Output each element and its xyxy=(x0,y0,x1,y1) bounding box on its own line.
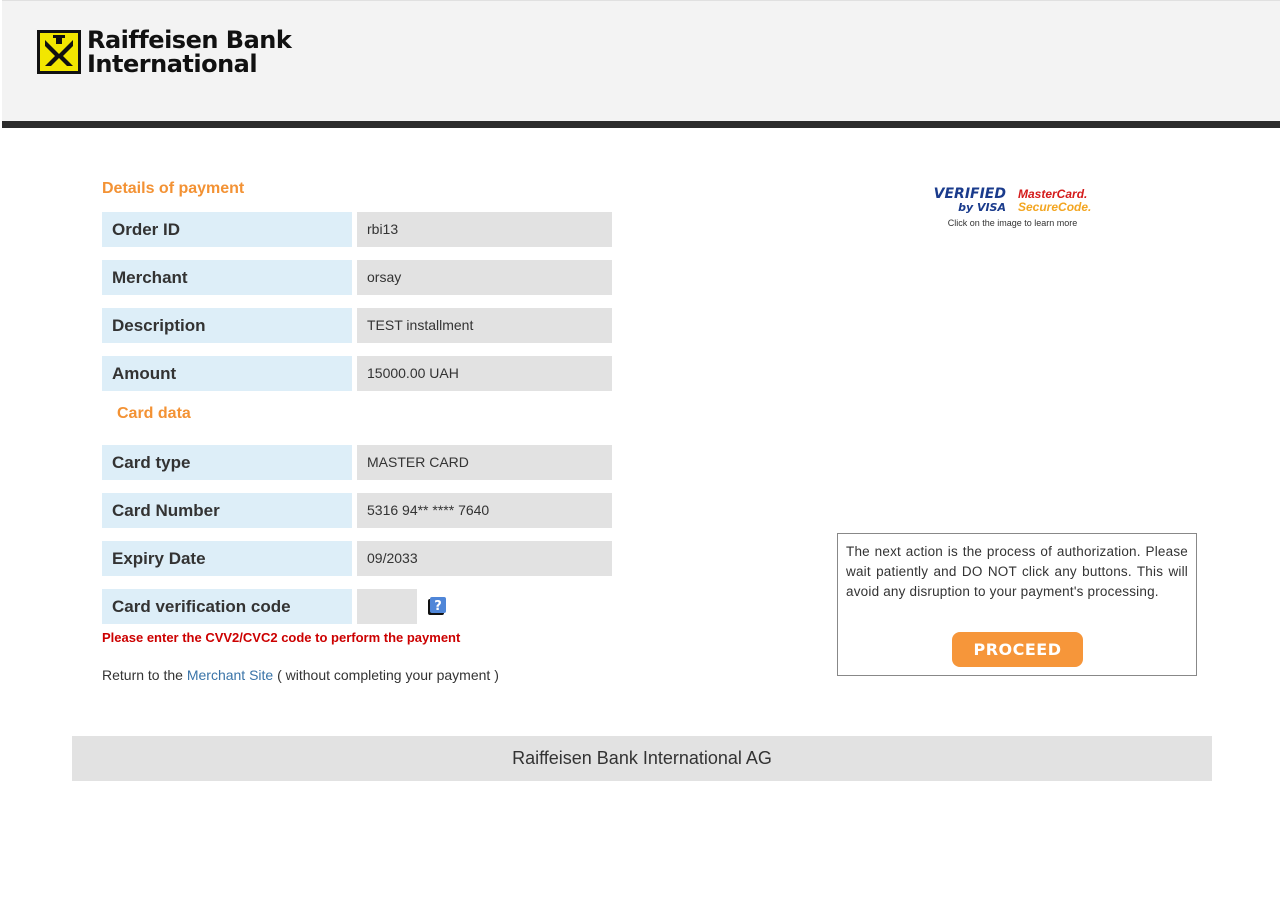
card-type-label: Card type xyxy=(102,445,352,480)
return-line xyxy=(102,667,499,683)
logo-text-line1: Raiffeisen Bank xyxy=(87,26,292,54)
help-icon[interactable] xyxy=(427,596,447,616)
amount-label: Amount xyxy=(102,356,352,391)
logo-text-line2: International xyxy=(87,50,258,78)
verified-by-visa-logo[interactable] xyxy=(934,188,1006,214)
securecode-text: SecureCode. xyxy=(1018,200,1092,214)
cvv-label: Card verification code xyxy=(102,589,352,624)
card-number-label: Card Number xyxy=(102,493,352,528)
card-type-value: MASTER CARD xyxy=(357,445,612,480)
payment-section-title: Details of payment xyxy=(102,180,245,197)
footer xyxy=(72,736,1212,781)
merchant-site-link[interactable]: Merchant Site xyxy=(186,667,274,683)
authorization-text: The next action is the process of authorization. Please wait patiently and DO NOT click any buttons. This will avoid any disruption to your payment's processing. xyxy=(846,544,1188,599)
cvv-error-message: Please enter the CVV2/CVC2 code to perform the payment xyxy=(102,630,461,645)
learn-more-text: Click on the image to learn more xyxy=(947,218,1078,228)
expiry-date-value: 09/2033 xyxy=(357,541,612,576)
return-prefix: Return to the xyxy=(102,667,183,683)
description-value: TEST installment xyxy=(357,308,612,343)
bank-logo xyxy=(37,26,292,78)
expiry-date-label: Expiry Date xyxy=(102,541,352,576)
mastercard-text: MasterCard. xyxy=(1018,187,1088,201)
authorization-box xyxy=(837,533,1197,676)
merchant-label: Merchant xyxy=(102,260,352,295)
card-number-value: 5316 94** **** 7640 xyxy=(357,493,612,528)
cvv-input[interactable] xyxy=(357,589,417,624)
merchant-value: orsay xyxy=(357,260,612,295)
amount-value: 15000.00 UAH xyxy=(357,356,612,391)
raiffeisen-logo-icon xyxy=(37,30,81,74)
footer-text: Raiffeisen Bank International AG xyxy=(512,748,772,768)
mastercard-securecode-logo[interactable] xyxy=(1018,188,1091,214)
secure-logos[interactable] xyxy=(935,188,1090,228)
verified-text: VERIFIED xyxy=(933,186,1006,202)
order-id-label: Order ID xyxy=(102,212,352,247)
by-visa-text: by VISA xyxy=(958,201,1006,214)
svg-text:?: ? xyxy=(434,599,442,614)
description-label: Description xyxy=(102,308,352,343)
proceed-button[interactable]: PROCEED xyxy=(952,632,1083,667)
header-divider xyxy=(2,121,1280,128)
return-suffix: ( without completing your payment ) xyxy=(277,667,499,683)
card-section-title: Card data xyxy=(117,405,191,422)
header xyxy=(2,0,1280,121)
order-id-value: rbi13 xyxy=(357,212,612,247)
